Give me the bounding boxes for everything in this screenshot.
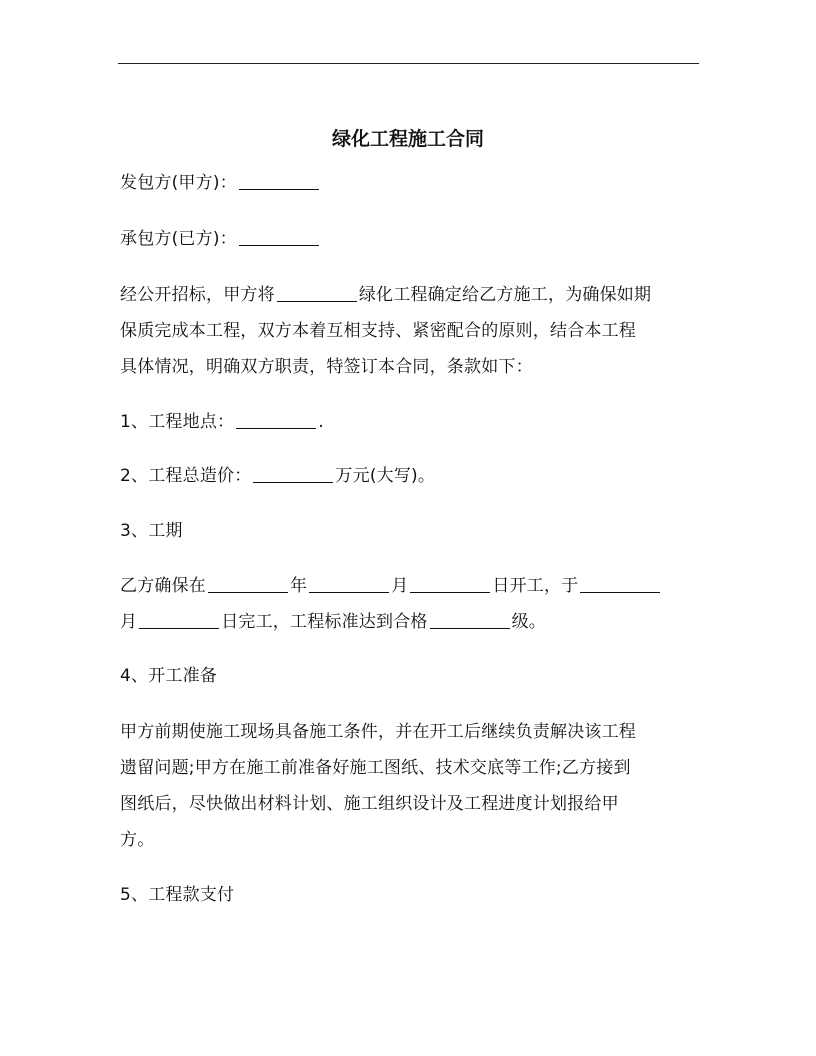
item-1-line: [120, 410, 324, 434]
item-1-label: 1、工程地点：: [120, 412, 235, 432]
schedule-text: 日完工，工程标准达到合格: [221, 612, 428, 632]
grade-blank: [430, 612, 510, 629]
item-4-line-3: 图纸后，尽快做出材料计划、施工组织设计及工程进度计划报给甲: [120, 794, 619, 814]
intro-line-3: 具体情况，明确双方职责，特签订本合同，条款如下：: [120, 357, 533, 377]
item-4-heading: 4、开工准备: [120, 666, 218, 686]
schedule-text: 日开工，于: [492, 576, 579, 596]
document-title: 绿化工程施工合同: [331, 128, 484, 150]
start-day-blank: [410, 576, 490, 593]
party-b-blank: [239, 229, 319, 246]
item-2-line: [120, 464, 435, 488]
party-a-label: 发包方(甲方)：: [120, 173, 237, 193]
schedule-text: 月: [391, 576, 409, 596]
party-a-line: [120, 171, 321, 195]
schedule-text: 月: [120, 612, 138, 632]
end-month-blank: [139, 612, 219, 629]
location-blank: [236, 412, 316, 429]
party-b-line: [120, 227, 321, 251]
start-year-blank: [208, 576, 288, 593]
schedule-text: 乙方确保在: [120, 576, 206, 596]
schedule-line-1: [120, 574, 662, 598]
item-2-label: 2、工程总造价：: [120, 466, 252, 486]
intro-line-1: [120, 283, 651, 307]
intro-text: 经公开招标，甲方将: [120, 285, 275, 305]
schedule-line-2: [120, 610, 546, 634]
item-4-line-1: 甲方前期使施工现场具备施工条件，并在开工后继续负责解决该工程: [120, 722, 636, 742]
intro-text: 绿化工程确定给乙方施工，为确保如期: [358, 285, 652, 305]
schedule-text: 级。: [511, 612, 547, 632]
item-4-line-4: 方。: [120, 830, 155, 850]
party-a-blank: [239, 173, 319, 190]
item-5-heading: 5、工程款支付: [120, 885, 235, 905]
schedule-text: 年: [290, 576, 308, 596]
project-name-blank: [277, 285, 357, 302]
price-blank: [253, 466, 333, 483]
start-month-blank: [309, 576, 389, 593]
party-b-label: 承包方(已方)：: [120, 229, 237, 249]
item-1-end: .: [318, 412, 324, 432]
item-4-line-2: 遗留问题;甲方在施工前准备好施工图纸、技术交底等工作;乙方接到: [120, 758, 631, 778]
end-year-blank: [580, 576, 660, 593]
item-3-heading: 3、工期: [120, 521, 183, 541]
item-2-unit: 万元(大写)。: [335, 466, 436, 486]
intro-line-2: 保质完成本工程，双方本着互相支持、紧密配合的原则，结合本工程: [120, 321, 636, 341]
header-rule: [118, 63, 699, 64]
